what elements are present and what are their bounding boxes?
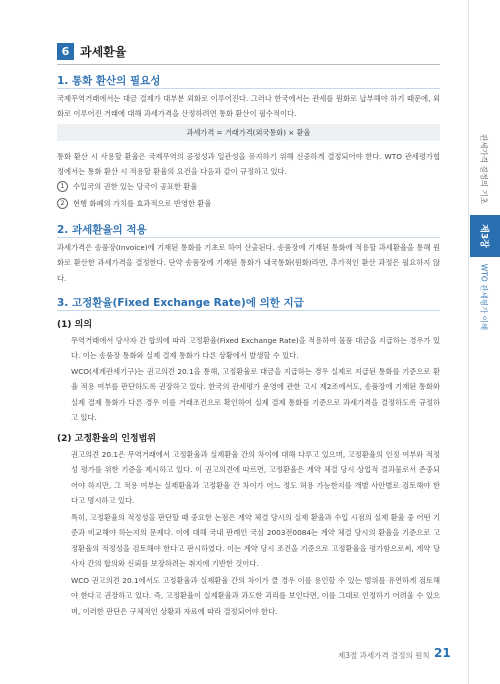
chapter-number-badge: 6 [57, 43, 74, 60]
paragraph-fixed-rate-meaning: 무역거래에서 당사자 간 합의에 따라 고정환율(Fixed Exchange Rate)을 적용하여 물품 대금을 지급하는 경우가 있다. 이는 송품장 통화와 실제 결제 통화가 다른 상황에서 발생할 수 있다. [71, 336, 440, 361]
list-item-text: 수입국의 권한 있는 당국이 공표한 환율 [73, 181, 198, 191]
paragraph-tax-exchange-rate: 과세가격은 송품장(Invoice)에 기재된 통화를 기초로 하여 산출된다. 송품장에 기재된 통화에 적용할 과세환율을 통해 원화로 환산한 과세가격을 결정한다. 단약 송품장에 기재된 통화가 내국통화(원화)라면, 추가적인 환산 과정은 필요하지 않다. [57, 243, 440, 283]
section-2-heading: 2. 과세환율의 적용 [57, 224, 147, 236]
chapter-header [57, 43, 126, 60]
chapter-side-tab [470, 215, 500, 257]
section-1-heading: 1. 통화 환산의 필요성 [57, 75, 161, 87]
list-item [57, 181, 197, 192]
chapter-title: 과세환율 [80, 45, 127, 59]
chapter-side-tab-text: 제3장 [478, 224, 489, 248]
list-item-text: 현행 화폐의 가치를 효과적으로 반영한 환율 [73, 198, 212, 208]
paragraph-currency-conversion: 국제무역거래에서는 대금 결제가 대부분 외화로 이루어진다. 그러나 한국에서는 관세를 원화로 납부해야 하기 때문에, 외화로 이루어진 거래에 대해 과세가격을 산정하려면 통화 환산이 필수적이다. [57, 94, 440, 119]
subsection-meaning-heading: (1) 의의 [57, 320, 93, 330]
circled-number: 2 [57, 198, 68, 209]
paragraph-wco-opinion: WCO(세계관세기구)는 권고의견 20.1을 통해, 고정환율로 대금을 지급하는 경우 실제로 지급된 통화를 기준으로 환율 적용 여부를 판단하도록 권장하고 있다. 한국의 관세평가 운영에 관한 고시 제2조에서도, 송품장에 기재된 통화와 실제 결제 통화가 다른 경우 이를 거래조건으로 확인하여 실제 결제 통화를 기준으로 과세가격을 결정하도록 규정하고 있다. [71, 367, 440, 422]
section-2-rule [57, 237, 440, 238]
paragraph-scope-3: WCO 권고의견 20.1에서도 고정환율과 실제환율 간의 차이가 클 경우 이를 용인할 수 있는 범위를 유연하게 검토해야 한다고 권장하고 있다. 즉, 고정환율이 실제환율과 과도한 괴리를 보인다면, 이를 그대로 인정하기 어려울 수 있으며, 이러한 판단은 구체적인 상황과 자료에 따라 결정되어야 한다. [71, 576, 440, 616]
section-3-heading: 3. 고정환율(Fixed Exchange Rate)에 의한 지급 [57, 297, 304, 309]
section-1-rule [57, 88, 440, 89]
paragraph-scope-1: 권고의견 20.1은 무역거래에서 고정환율과 실제환율 간의 차이에 대해 다루고 있으며, 고정환율의 인정 여부와 적정성 평가를 위한 기준을 제시하고 있다. 이 권고의견에 따르면, 고정환율은 계약 체결 당시 상업적 결과물로서 존중되어야 하지만, 그 적용 여부는 실제환율과 고정환율 간 차이가 어느 정도 허용 가능한지를 개별 사안별로 검토해야 한다고 명시하고 있다. [71, 450, 440, 505]
side-label-bottom [474, 262, 494, 332]
section-3-rule [57, 310, 440, 311]
paragraph-scope-2: 특히, 고정환율의 적정성을 판단할 때 중요한 논점은 계약 체결 당시의 실제 환율과 수입 시점의 실제 환율 중 어떤 기준과 비교해야 하는지의 문제다. 이에 대해 국내 판례인 국심 2003전0084는 계약 체결 당시의 환율을 기준으로 고정환율의 적정성을 검토해야 한다고 판시하였다. 이는 계약 당시 조건을 기준으로 고정환율을 평가함으로써, 계약 당사자 간의 합의와 신뢰를 보장하려는 취지에 기반한 것이다. [71, 513, 440, 568]
side-label-top-text: 관세가격 결정의 기초 [479, 134, 489, 204]
side-divider [468, 0, 469, 684]
list-item [57, 198, 211, 209]
circled-number: 1 [57, 181, 68, 192]
paragraph-exchange-rate-requirements: 통화 환산 시 사용할 환율은 국제무역의 공정성과 일관성을 유지하기 위해 신중하게 결정되어야 한다. WTO 관세평가협정에서는 통화 환산 시 적용할 환율의 요건을 다음과 같이 규정하고 있다. [57, 152, 440, 177]
chapter-divider [57, 64, 440, 65]
subsection-scope-heading: (2) 고정환율의 인정범위 [57, 434, 157, 444]
side-label-bottom-text: WTO 관세평가 이해 [479, 263, 489, 331]
formula-box: 과세가격 = 거래가격(외국통화) × 환율 [57, 124, 440, 141]
footer-section-label: 제3절 과세가격 결정의 원칙 [338, 651, 430, 660]
page-number: 21 [434, 646, 451, 660]
side-label-top [474, 128, 494, 210]
